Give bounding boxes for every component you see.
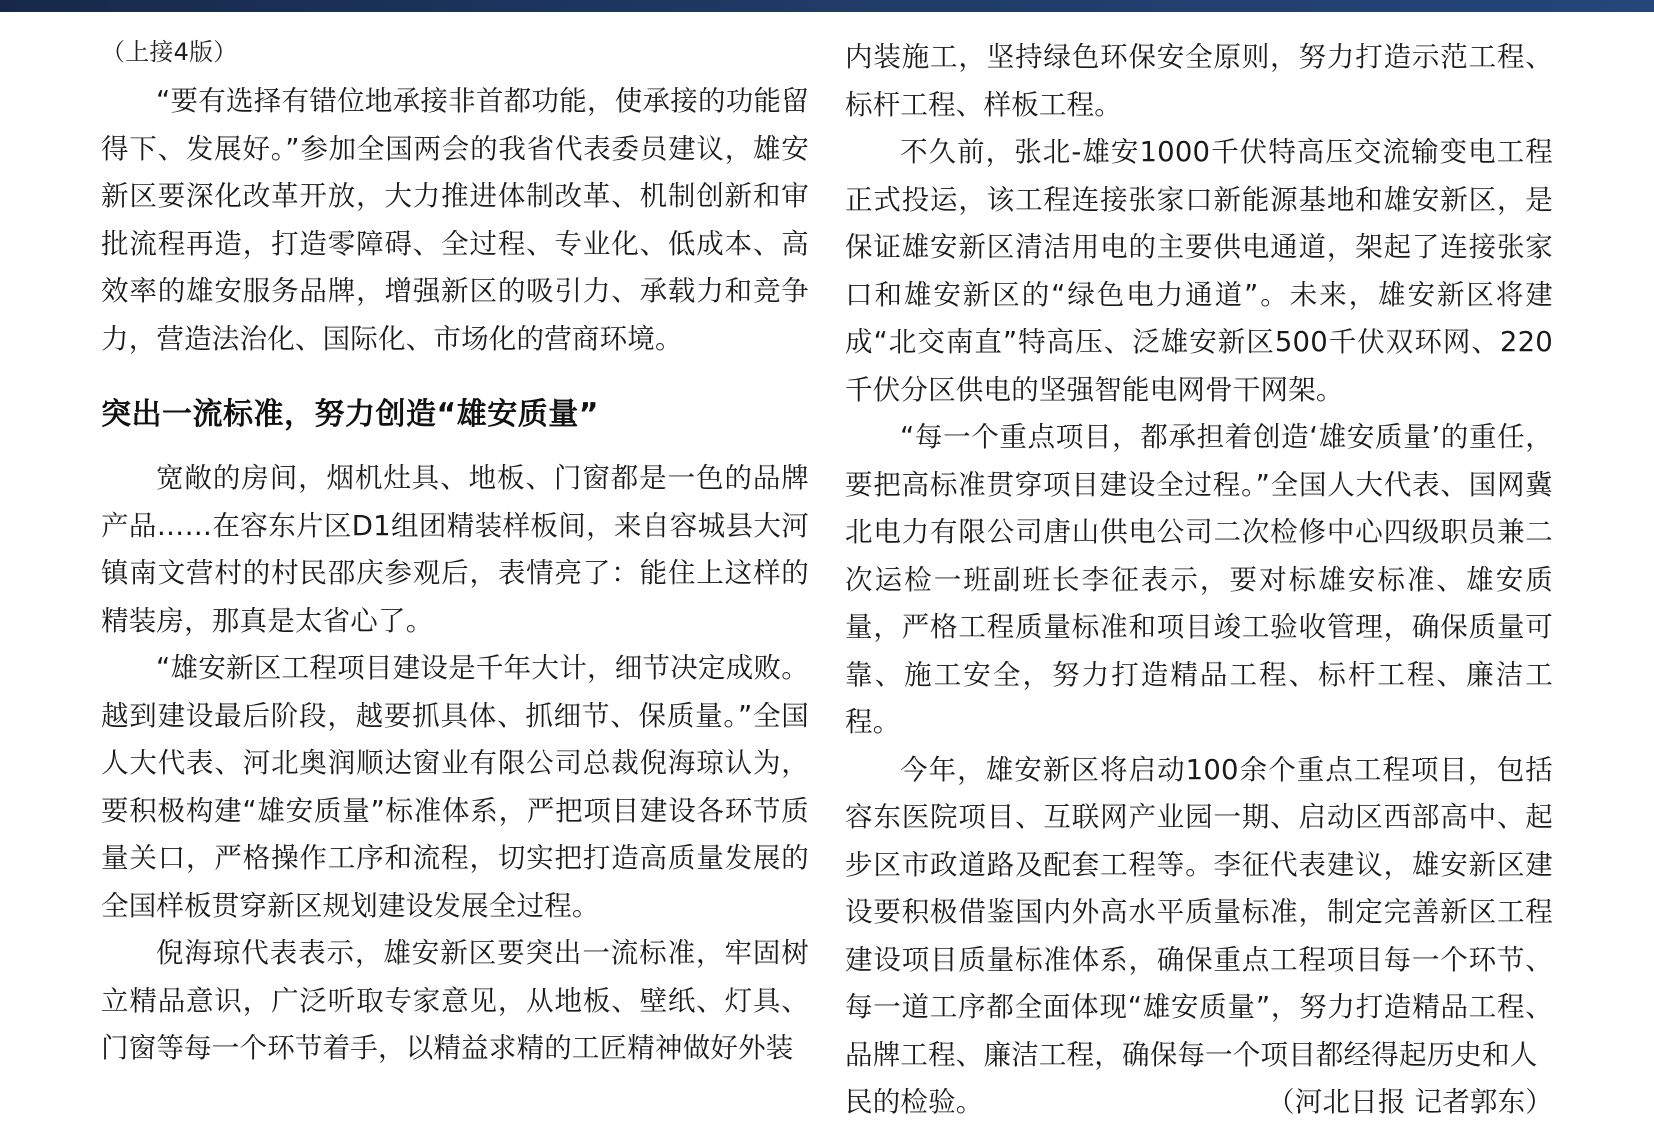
article-paragraph: “每一个重点项目，都承担着创造‘雄安质量’的重任，要把高标准贯穿项目建设全过程。”全国人大代表、国网冀北电力有限公司唐山供电公司二次检修中心四级职员兼二次运检一班副班长李征表示，要对标雄安标准、雄安质量，严格工程质量标准和项目竣工验收管理，确保质量可靠、施工安全，努力打造精品工程、标杆工程、廉洁工程。 (845, 421, 1553, 738)
article-paragraph: 宽敞的房间，烟机灶具、地板、门窗都是一色的品牌产品……在容东片区D1组团精装样板间，来自容城县大河镇南文营村的村民邵庆参观后，表情亮了：能住上这样的精装房，那真是太省心了。 (101, 462, 809, 637)
article-paragraph: “雄安新区工程项目建设是千年大计，细节决定成败。越到建设最后阶段，越要抓具体、抓细节、保质量。”全国人大代表、河北奥润顺达窗业有限公司总裁倪海琼认为，要积极构建“雄安质量”标准体系，严把项目建设各环节质量关口，严格操作工序和流程，切实把打造高质量发展的全国样板贯穿新区规划建设发展全过程。 (101, 652, 809, 922)
article-column-left (101, 30, 809, 1073)
byline: （河北日报 记者郭东） (1267, 1086, 1553, 1118)
article-column-right (845, 34, 1553, 1127)
article-paragraph: “要有选择有错位地承接非首都功能，使承接的功能留得下、发展好。”参加全国两会的我省代表委员建议，雄安新区要深化改革开放，大力推进体制改革、机制创新和审批流程再造，打造零障碍、全过程、专业化、低成本、高效率的雄安服务品牌，增强新区的吸引力、承载力和竞争力，营造法治化、国际化、市场化的营商环境。 (101, 85, 809, 355)
article-paragraph: 今年，雄安新区将启动100余个重点工程项目，包括容东医院项目、互联网产业园一期、启动区西部高中、起步区市政道路及配套工程等。李征代表建议，雄安新区建设要积极借鉴国内外高水平质量标准，制定完善新区工程建设项目质量标准体系，确保重点工程项目每一个环节、每一道工序都全面体现“雄安质量”，努力打造精品工程、品牌工程、廉洁工程，确保每一个项目都经得起历史和人 (845, 753, 1553, 1071)
closing-line (845, 1079, 1553, 1127)
continued-from-note: （上接4版） (101, 38, 238, 66)
article-paragraph-continued: 内装施工，坚持绿色环保安全原则，努力打造示范工程、标杆工程、样板工程。 (845, 41, 1553, 121)
header-bar (0, 0, 1654, 12)
section-heading: 突出一流标准，努力创造“雄安质量” (101, 397, 599, 432)
article-paragraph: 倪海琼代表表示，雄安新区要突出一流标准，牢固树立精品意识，广泛听取专家意见，从地板、壁纸、灯具、门窗等每一个环节着手，以精益求精的工匠精神做好外装 (101, 937, 809, 1064)
article-paragraph: 不久前，张北-雄安1000千伏特高压交流输变电工程正式投运，该工程连接张家口新能源基地和雄安新区，是保证雄安新区清洁用电的主要供电通道，架起了连接张家口和雄安新区的“绿色电力通道”。未来，雄安新区将建成“北交南直”特高压、泛雄安新区500千伏双环网、220千伏分区供电的坚强智能电网骨干网架。 (845, 136, 1553, 406)
article-paragraph-end: 民的检验。 (845, 1086, 984, 1118)
